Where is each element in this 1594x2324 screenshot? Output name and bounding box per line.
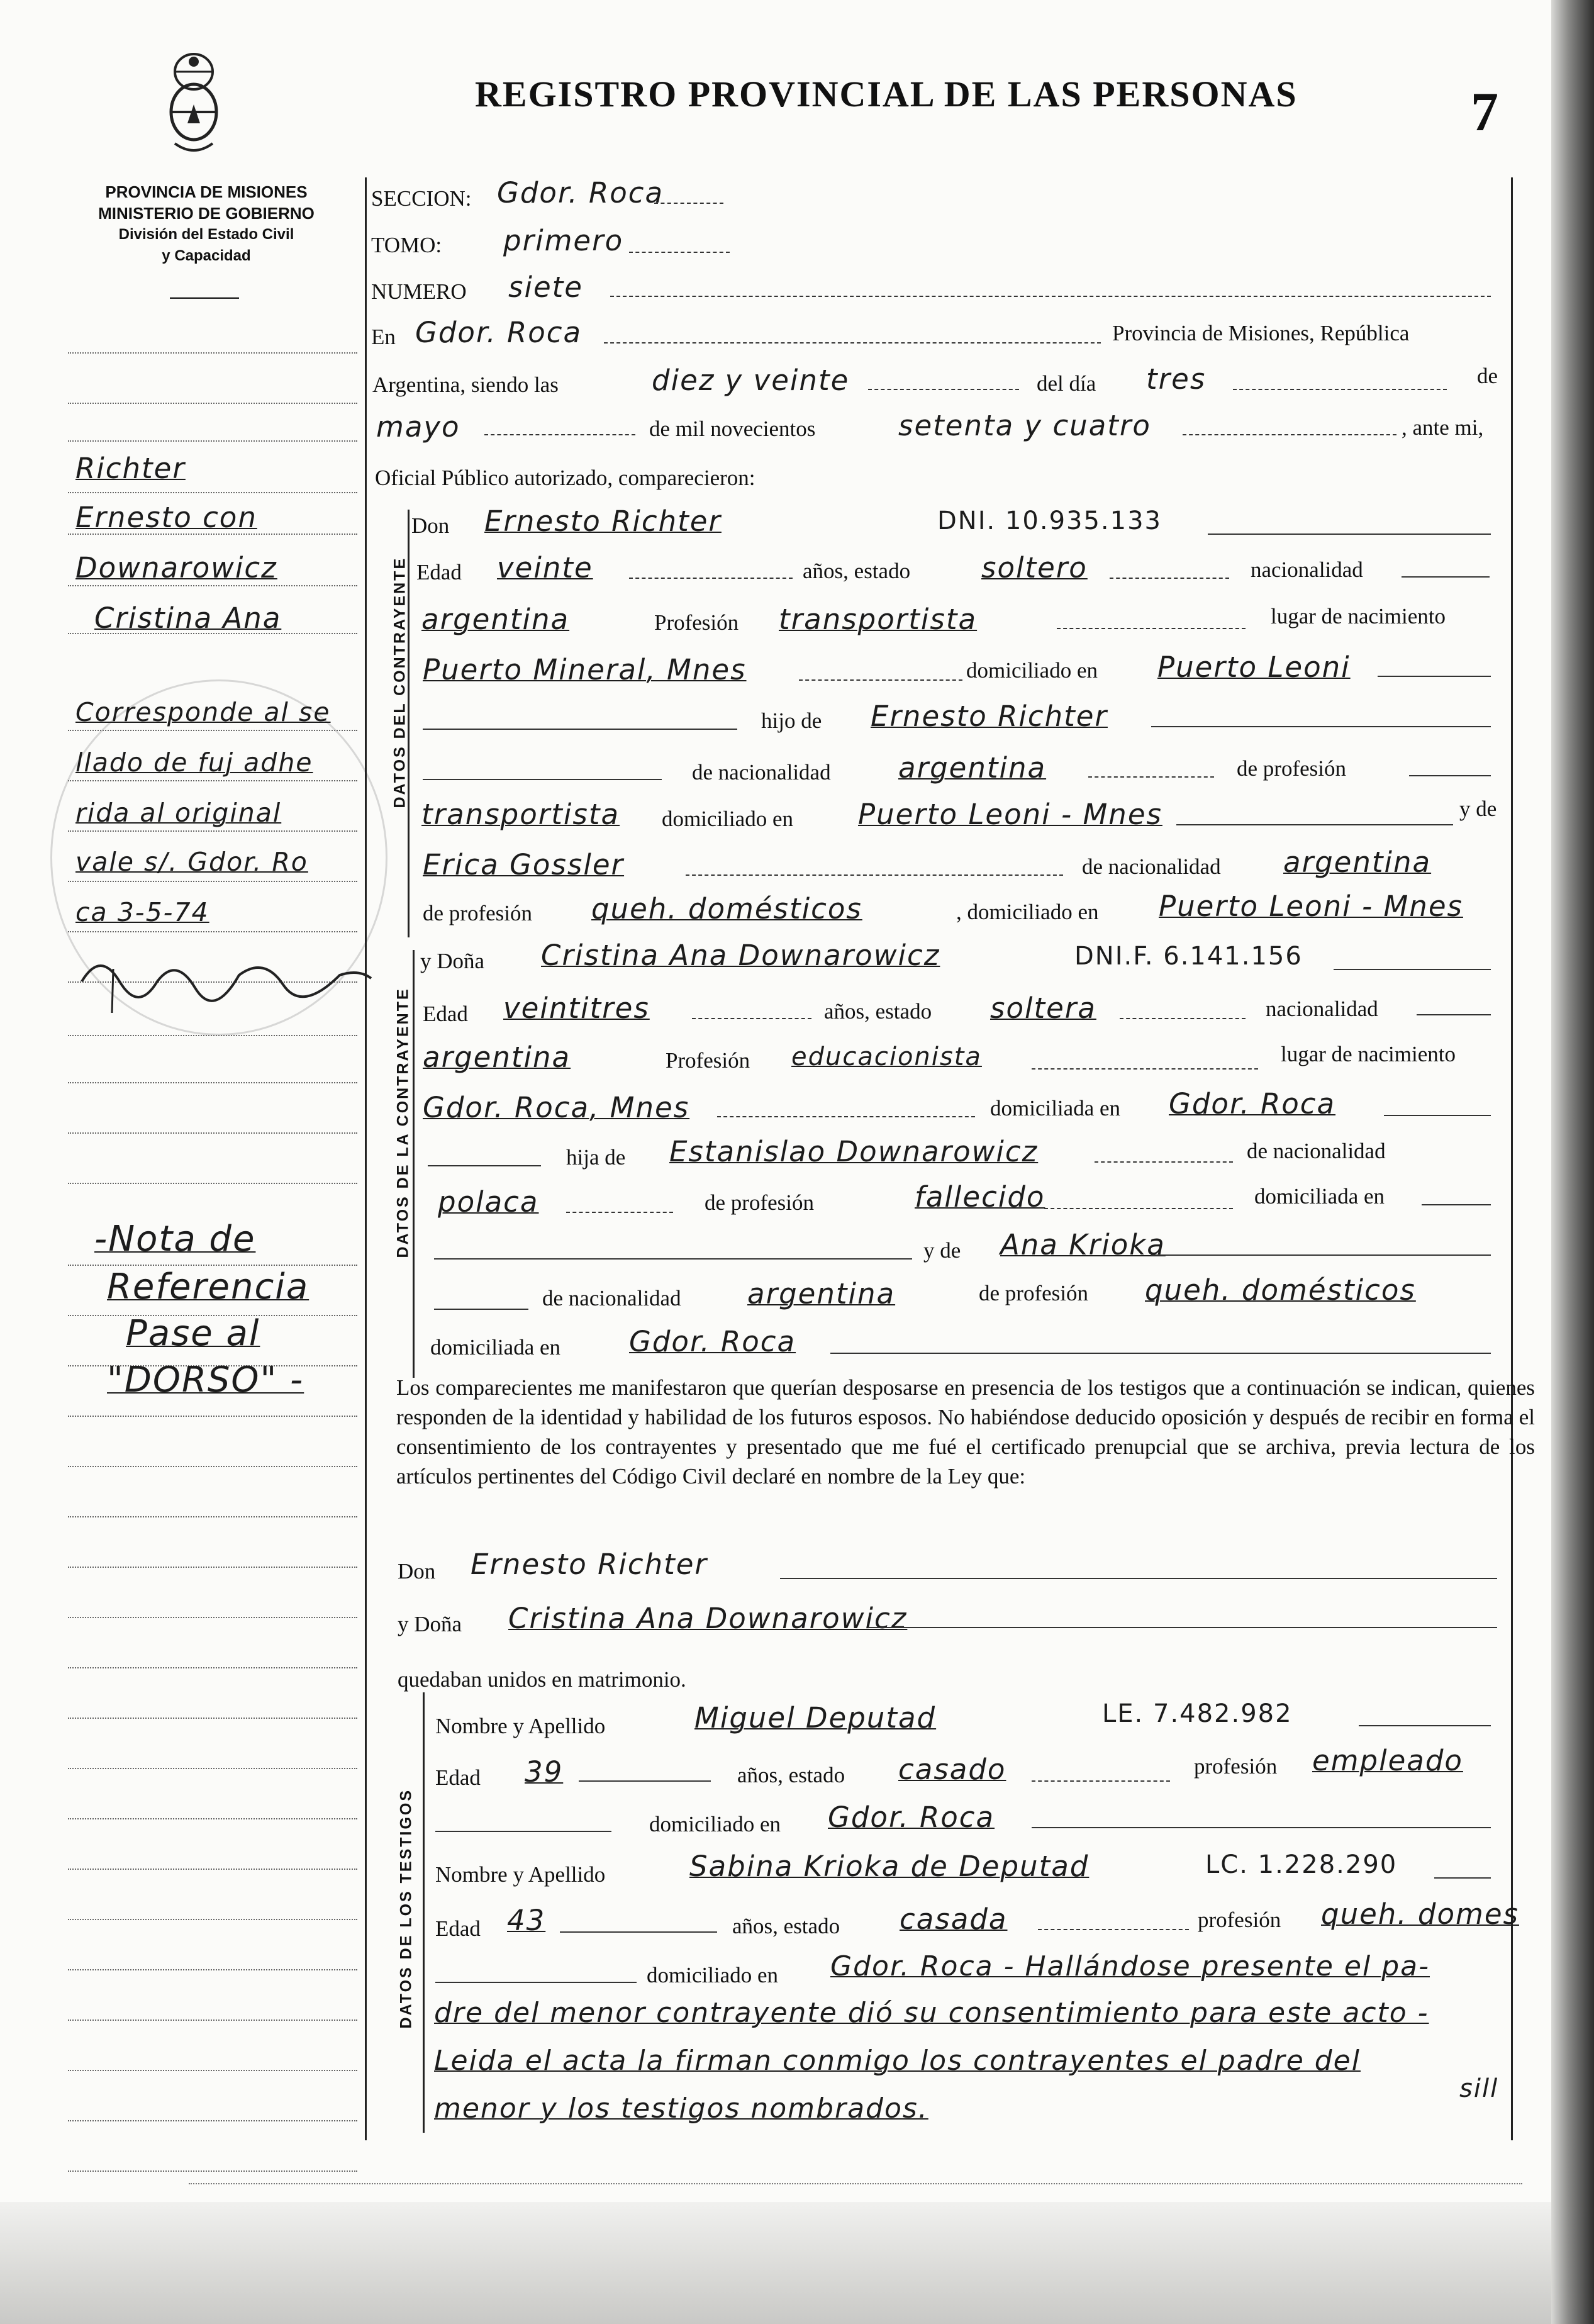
coat-of-arms-icon [162, 49, 225, 156]
label-de-profesion: de profesión [1237, 756, 1346, 781]
label-lugar-nac-2: lugar de nacimiento [1281, 1042, 1456, 1066]
groom-madre[interactable]: Erica Gossler [423, 848, 625, 881]
section-label: DATOS DE LOS TESTIGOS [397, 1788, 415, 2029]
label-anos-estado-2: años, estado [824, 999, 932, 1024]
label-de: de [1477, 364, 1498, 388]
reference-note: "DORSO" - [107, 1360, 304, 1400]
label-ante-mi: , ante mi, [1402, 415, 1484, 440]
label-edad-2: Edad [423, 1002, 468, 1026]
bride-name[interactable]: Cristina Ana Downarowicz [541, 939, 940, 972]
closing-line[interactable]: Gdor. Roca - Hallándose presente el pa- [830, 1950, 1430, 1982]
label-numero: NUMERO [371, 279, 467, 304]
value-tomo[interactable]: primero [503, 224, 624, 257]
margin-name: Downarowicz [75, 551, 277, 584]
witness1-profesion[interactable]: empleado [1312, 1744, 1463, 1777]
label-nacionalidad: nacionalidad [1251, 557, 1363, 582]
margin-annotation: vale s/. Gdor. Ro [75, 847, 308, 877]
groom-estado[interactable]: soltero [981, 551, 1088, 584]
groom-madre-nacionalidad[interactable]: argentina [1283, 846, 1432, 879]
reference-note: Pase al [126, 1313, 260, 1354]
authority-line: y Capacidad [162, 247, 251, 264]
groom-padre-domicilio[interactable]: Puerto Leoni - Mnes [858, 798, 1162, 831]
label-y-de: y de [1459, 796, 1497, 821]
authority-line: PROVINCIA DE MISIONES [105, 182, 308, 201]
page-number: 7 [1471, 82, 1498, 143]
bride-nacionalidad[interactable]: argentina [423, 1041, 571, 1074]
reference-note: -Nota de [94, 1219, 256, 1260]
label-declared-dona: y Doña [398, 1612, 462, 1636]
label-tomo: TOMO: [371, 233, 442, 257]
groom-edad[interactable]: veinte [497, 551, 593, 584]
label-edad: Edad [416, 560, 462, 584]
groom-name[interactable]: Ernesto Richter [484, 505, 722, 538]
label-nombre-apellido-2: Nombre y Apellido [435, 1862, 606, 1887]
label-provincia: Provincia de Misiones, República [1112, 321, 1410, 345]
label-anos-estado-w1: años, estado [737, 1763, 845, 1787]
bride-profesion[interactable]: educacionista [791, 1042, 982, 1071]
groom-padre[interactable]: Ernesto Richter [871, 700, 1108, 733]
label-nombre-apellido: Nombre y Apellido [435, 1714, 606, 1738]
groom-dni[interactable]: DNI. 10.935.133 [937, 506, 1162, 535]
label-seccion: SECCION: [371, 186, 472, 211]
label-domiciliado-en: domiciliado en [966, 658, 1098, 683]
bride-dni[interactable]: DNI.F. 6.141.156 [1074, 942, 1303, 971]
witness2-doc[interactable]: LC. 1.228.290 [1205, 1850, 1398, 1879]
witness1-name[interactable]: Miguel Deputad [694, 1701, 937, 1735]
groom-profesion[interactable]: transportista [779, 603, 978, 636]
margin-name: Ernesto con [75, 501, 257, 534]
label-domiciliado-w1: domiciliado en [649, 1812, 781, 1836]
label-de-nacionalidad: de nacionalidad [692, 760, 831, 785]
section-label: DATOS DEL CONTRAYENTE [391, 556, 409, 808]
witness1-domicilio[interactable]: Gdor. Roca [828, 1801, 995, 1834]
closing-line[interactable]: Leida el acta la firman conmigo los contrayentes el padre del [434, 2045, 1361, 2077]
groom-padre-nacionalidad[interactable]: argentina [898, 751, 1047, 785]
margin-annotation: ca 3-5-74 [75, 897, 209, 927]
label-domiciliada-en-2: domiciliada en [1254, 1184, 1385, 1209]
label-quedaban: quedaban unidos en matrimonio. [398, 1667, 686, 1692]
margin-annotation: rida al original [75, 798, 282, 828]
declared-don[interactable]: Ernesto Richter [471, 1548, 708, 1581]
margin-name: Cristina Ana [94, 601, 282, 635]
label-de-nacionalidad-2: de nacionalidad [1082, 854, 1221, 879]
margin-annotation: Corresponde al se [75, 697, 331, 727]
label-comma-domiciliado: , domiciliado en [956, 900, 1099, 924]
label-anos-estado: años, estado [803, 559, 911, 583]
bride-madre-domicilio[interactable]: Gdor. Roca [629, 1325, 796, 1358]
label-domiciliada-en: domiciliada en [990, 1096, 1121, 1120]
bride-padre-profesion[interactable]: fallecido [915, 1180, 1045, 1214]
margin-annotation: llado de fuj adhe [75, 747, 313, 778]
label-profesion: Profesión [654, 610, 739, 635]
value-anio[interactable]: setenta y cuatro [898, 409, 1151, 442]
bride-padre[interactable]: Estanislao Downarowicz [669, 1135, 1039, 1168]
groom-nacionalidad[interactable]: argentina [421, 603, 570, 636]
book-binding-edge [1551, 0, 1594, 2324]
value-mes[interactable]: mayo [376, 410, 460, 444]
authority-line: División del Estado Civil [118, 226, 294, 243]
groom-domicilio[interactable]: Puerto Leoni [1157, 651, 1351, 684]
witness2-edad[interactable]: 43 [507, 1904, 546, 1937]
witness2-profesion[interactable]: queh. domes [1321, 1897, 1519, 1931]
label-profesion-2: Profesión [666, 1048, 750, 1073]
value-seccion[interactable]: Gdor. Roca [497, 176, 664, 209]
margin-name: Richter [75, 452, 186, 485]
label-profesion-w2: profesión [1198, 1908, 1281, 1932]
label-hija-de: hija de [566, 1145, 626, 1170]
witness1-estado[interactable]: casado [898, 1753, 1006, 1786]
closing-line[interactable]: menor y los testigos nombrados. [434, 2092, 928, 2125]
value-numero[interactable]: siete [508, 271, 583, 304]
label-domiciliado-w2: domiciliado en [647, 1963, 778, 1987]
label-edad-w2: Edad [435, 1916, 481, 1941]
label-oficial: Oficial Público autorizado, comparecieron: [375, 466, 755, 490]
bride-madre-profesion[interactable]: queh. domésticos [1145, 1273, 1416, 1307]
declaration-paragraph: Los comparecientes me manifestaron que querían desposarse en presencia de los testigos que a continuación se indican, quienes responden de la identidad y habilidad de los futuros esposos. No habiéndose deducido oposición y después de recibir en forma el consentimiento de los contrayentes y presentado que me fué el certificado prenupcial que se archiva, previa lectura de los artículos pertinentes del Código Civil declaré en nombre de la Ley que: [396, 1375, 1535, 1489]
reference-note: Referencia [107, 1266, 309, 1307]
issuing-authority [68, 181, 345, 267]
bride-lugar-nac[interactable]: Gdor. Roca, Mnes [423, 1091, 690, 1124]
signature-mark: sill [1459, 2074, 1499, 2103]
value-hora[interactable]: diez y veinte [652, 364, 850, 397]
bride-estado[interactable]: soltera [990, 992, 1096, 1025]
label-de-profesion-2: de profesión [423, 901, 532, 925]
label-y-dona: y Doña [420, 949, 485, 973]
label-don: Don [411, 513, 450, 538]
bride-madre-nacionalidad[interactable]: argentina [747, 1277, 896, 1310]
groom-lugar-nac[interactable]: Puerto Mineral, Mnes [423, 653, 747, 686]
value-dia[interactable]: tres [1146, 362, 1207, 396]
label-del-dia: del día [1037, 371, 1096, 396]
page-title: REGISTRO PROVINCIAL DE LAS PERSONAS [475, 74, 1298, 115]
label-nacionalidad-2: nacionalidad [1266, 997, 1378, 1021]
label-y-de-2: y de [923, 1238, 961, 1263]
label-de-nacionalidad-3: de nacionalidad [1247, 1139, 1386, 1163]
label-en: En [371, 325, 396, 349]
label-de-profesion-3: de profesión [705, 1190, 814, 1215]
label-domiciliado-en-2: domiciliado en [662, 807, 793, 831]
closing-line[interactable]: dre del menor contrayente dió su consentimiento para este acto - [434, 1997, 1429, 2029]
label-hijo-de: hijo de [761, 708, 822, 733]
bride-edad[interactable]: veintitres [503, 992, 650, 1025]
witness2-estado[interactable]: casada [900, 1902, 1008, 1936]
label-profesion-w1: profesión [1194, 1754, 1278, 1779]
groom-madre-domicilio[interactable]: Puerto Leoni - Mnes [1159, 890, 1463, 923]
authority-line: MINISTERIO DE GOBIERNO [98, 204, 315, 223]
label-anos-estado-w2: años, estado [732, 1914, 840, 1938]
bride-domicilio[interactable]: Gdor. Roca [1169, 1087, 1336, 1120]
groom-padre-profesion[interactable]: transportista [421, 798, 620, 831]
label-de-mil: de mil novecientos [649, 416, 816, 441]
witness1-doc[interactable]: LE. 7.482.982 [1102, 1699, 1293, 1728]
label-de-nacionalidad-4: de nacionalidad [542, 1286, 681, 1310]
section-label: DATOS DE LA CONTRAYENTE [394, 987, 412, 1258]
label-de-profesion-4: de profesión [979, 1281, 1088, 1305]
groom-madre-profesion[interactable]: queh. domésticos [591, 892, 862, 925]
witness1-edad[interactable]: 39 [525, 1755, 564, 1789]
bride-padre-nacionalidad[interactable]: polaca [438, 1185, 539, 1219]
value-en[interactable]: Gdor. Roca [415, 316, 582, 349]
label-lugar-nac: lugar de nacimiento [1271, 604, 1446, 628]
bride-madre[interactable]: Ana Krioka [1000, 1228, 1166, 1261]
label-declared-don: Don [398, 1559, 436, 1584]
page-bottom-shadow [0, 2202, 1560, 2324]
label-edad-w1: Edad [435, 1765, 481, 1790]
signature-icon [75, 944, 377, 1019]
declared-dona[interactable]: Cristina Ana Downarowicz [508, 1602, 908, 1635]
label-domiciliada-en-3: domiciliada en [430, 1335, 561, 1360]
witness2-name[interactable]: Sabina Krioka de Deputad [689, 1850, 1090, 1883]
label-argentina-siendo: Argentina, siendo las [372, 372, 559, 397]
